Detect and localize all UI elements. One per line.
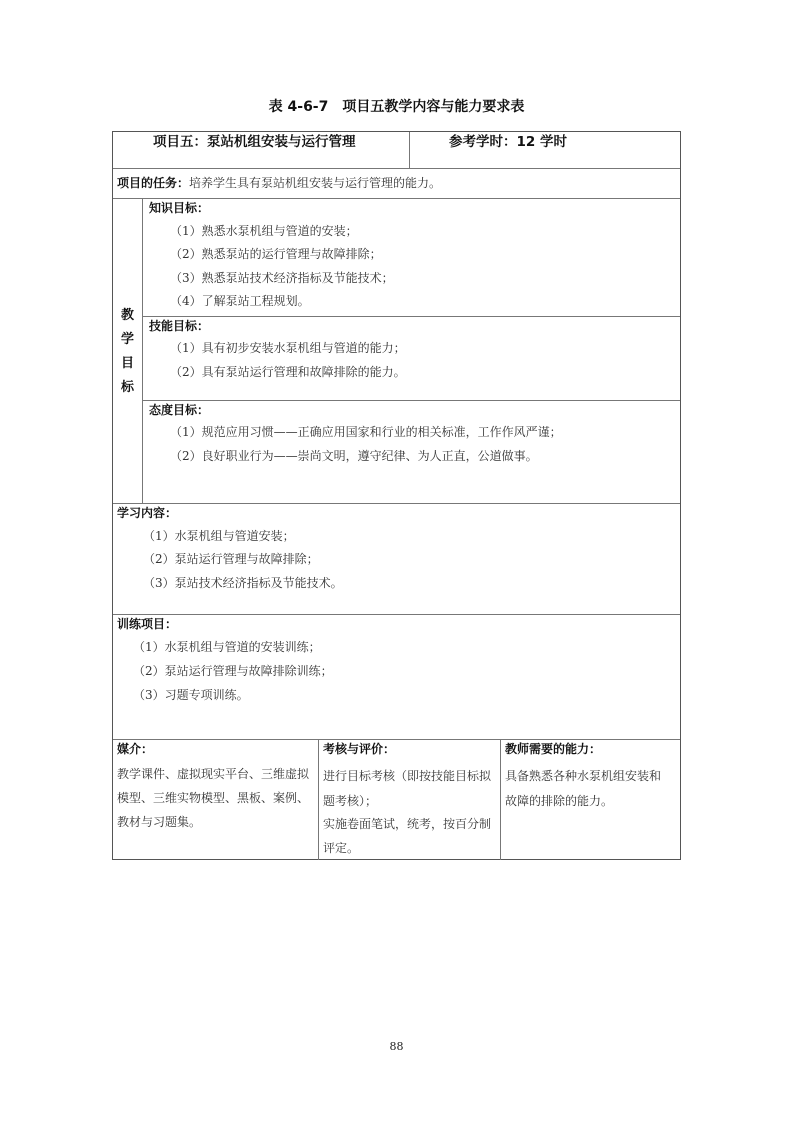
- reference-hours: 参考学时：12 学时: [449, 134, 567, 150]
- training-label: 训练项目：: [117, 617, 178, 631]
- teacher-ability-line: 具备熟悉各种水泵机组安装和: [505, 769, 662, 783]
- training-item: （1）水泵机组与管道的安装训练；: [133, 640, 321, 654]
- project-task: [117, 176, 441, 190]
- study-content-label: 学习内容：: [117, 506, 178, 520]
- side-label-char: 标: [120, 380, 134, 395]
- col-divider: [500, 739, 501, 860]
- table-title: 表 4-6-7 项目五教学内容与能力要求表: [268, 99, 525, 115]
- attitude-goals-label: 态度目标：: [149, 403, 210, 417]
- assessment-line: 实施卷面笔试，统考，按百分制: [323, 817, 492, 831]
- task-label: 项目的任务：: [117, 176, 190, 190]
- side-label-char: 学: [120, 332, 134, 347]
- skill-goals-label: 技能目标：: [149, 319, 210, 333]
- assessment-line: 评定。: [323, 841, 360, 855]
- media-line: 教学课件、虚拟现实平台、三维虚拟: [117, 767, 310, 781]
- skill-goal-item: （2）具有泵站运行管理和故障排除的能力。: [170, 365, 406, 379]
- row-divider: [113, 614, 680, 615]
- task-text: 培养学生具有泵站机组安装与运行管理的能力。: [189, 176, 442, 190]
- assessment-label: 考核与评价：: [323, 742, 396, 756]
- study-content-item: （3）泵站技术经济指标及节能技术。: [143, 576, 343, 590]
- media-line: 模型、三维实物模型、黑板、案例、: [117, 791, 310, 805]
- row-divider: [113, 503, 680, 504]
- page-number: 88: [389, 1040, 404, 1053]
- training-item: （2）泵站运行管理与故障排除训练；: [133, 664, 333, 678]
- row-divider: [113, 198, 680, 199]
- col-divider: [409, 132, 410, 168]
- media-label: 媒介：: [117, 742, 154, 756]
- content-table: [112, 131, 681, 860]
- teacher-ability-label: 教师需要的能力：: [505, 742, 602, 756]
- knowledge-goal-item: （4）了解泵站工程规划。: [170, 294, 310, 308]
- col-divider: [142, 198, 143, 503]
- attitude-goal-item: （2）良好职业行为——崇尚文明，遵守纪律、为人正直，公道做事。: [170, 449, 538, 463]
- media-line: 教材与习题集。: [117, 815, 202, 829]
- knowledge-goal-item: （1）熟悉水泵机组与管道的安装；: [170, 224, 358, 238]
- attitude-goal-item: （1）规范应用习惯——正确应用国家和行业的相关标准，工作作风严谨；: [170, 425, 562, 439]
- col-divider: [318, 739, 319, 860]
- knowledge-goal-item: （3）熟悉泵站技术经济指标及节能技术；: [170, 271, 394, 285]
- assessment-line: 进行目标考核（即按技能目标拟: [323, 769, 492, 783]
- skill-goal-item: （1）具有初步安装水泵机组与管道的能力；: [170, 341, 406, 355]
- row-divider: [142, 316, 680, 317]
- study-content-item: （2）泵站运行管理与故障排除；: [143, 552, 319, 566]
- row-divider: [113, 168, 680, 169]
- side-label-char: 目: [120, 356, 134, 371]
- assessment-line: 题考核）；: [323, 794, 378, 808]
- row-divider: [113, 739, 680, 740]
- row-divider: [142, 400, 680, 401]
- side-label-char: 教: [120, 308, 134, 323]
- knowledge-goals-label: 知识目标：: [149, 201, 210, 215]
- project-title: 项目五：泵站机组安装与运行管理: [153, 134, 356, 150]
- teacher-ability-line: 故障的排除的能力。: [505, 794, 614, 808]
- study-content-item: （1）水泵机组与管道安装；: [143, 529, 295, 543]
- training-item: （3）习题专项训练。: [133, 688, 249, 702]
- knowledge-goal-item: （2）熟悉泵站的运行管理与故障排除；: [170, 247, 382, 261]
